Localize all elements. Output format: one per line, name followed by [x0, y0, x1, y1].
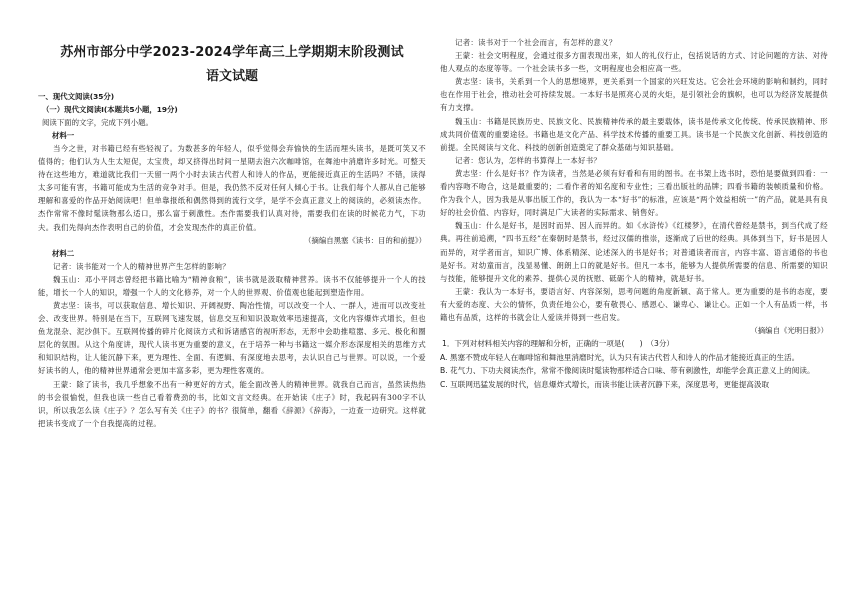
interview-paragraph: 黄志坚：读书，可以获取信息、增长知识、开阔视野、陶冶性情，可以改变一个人、一群人，进而可以改变社会、改变世界。特别是在当下，互联网飞速发展，信息交互和知识汲取效率迅速提高，文化内容爆炸式增长，但也鱼龙混杂、泥沙俱下。互联网传播的碎片化阅读方式和诉诸感官的视听形态，无形中会助推喧嚣、多元、极化和圈层化的氛围。从这个角度讲，现代人读书更为重要的意义，在于培养一种与书籍这一媒介形态深度相关的思维方式和知识结构，让人能沉静下来，更为理性、全面、有逻辑、有深度地去思考，去认识自己与世界。可以说，一个爱好读书的人，他的精神世界通常会更加丰富多彩，更为理性客观的。	[38, 300, 426, 376]
material-two-label: 材料二	[52, 248, 75, 258]
material-one-text: 当今之世，对书籍已经有些轻视了。为数甚多的年轻人，似乎觉得会弃愉快的生活而埋头读书，是既可笑又不值得的；他们认为人生太短促，太宝贵，却又挤得出时间一星期去泡六次咖啡馆，在舞池中消磨许多时光。可整天待在这些地方，难道就比我们一天留一两个小时去读古代哲人和诗人的作品，更能接近真正的生活吗？不错，读得太多可能有害，书籍可能成为生活的竞争对手。但是，我仍然不反对任何人倾心于书。让我们每个人都从自己能够理解和喜爱的作品开始阅读吧！但单靠报纸和偶然得到的流行文学，是学不会真正意义上的阅读的，必须读杰作。杰作常常不像时髦读物那么适口，那么富于刺激性。杰作需要我们认真对待，需要我们在读的时候花力气，下功夫。我们先得向杰作表明自己的价值，才会发现杰作的真正价值。	[38, 144, 426, 232]
interview-paragraph: 王蒙：我认为一本好书，要语言好、内容深刻，思考问题的角度新颖、高于常人。更为重要的是书的态度，要有大爱的态度、大公的情怀，负责任地公心，要有敬畏心、感恩心、谦卑心、谦让心。正如一个人有品质一样，书籍也有品质，这样的书就会让人爱读并得到一些启发。	[440, 286, 828, 322]
interview-paragraph: 魏玉山：什么是好书，是因时而异、因人而异的。如《水浒传》《红楼梦》，在清代曾经是禁书，到当代成了经典。再往前追溯，“四书五经”在秦朝时是禁书，经过汉儒的推崇，逐渐成了后世的经典。具体到当下，好书是因人而异的，对学者而言，知识广博、体系精深、论述深入的书是好书；对普通读者而言，内容丰富、语言通俗的书也是好书。对幼童而言，浅显易懂、朗朗上口的就是好书。但凡一本书，能够为人提供所需要的信息、所需要的知识与技能，能够提升文化的素养、提供心灵的抚慰、砥砺个人的精神，就是好书。	[440, 221, 828, 283]
interview-paragraph: 王蒙：社会文明程度，会通过很多方面表现出来，如人的礼仪行止，包括说话的方式、讨论问题的方法、对待他人观点的态度等等。一个社会读书多一些，文明程度也会相应高一些。	[440, 51, 828, 74]
material-two-source: （摘编自《光明日报》）	[750, 326, 828, 336]
question-option-a: A. 黑塞不赞成年轻人在咖啡馆和舞池里消磨时光，认为只有读古代哲人和诗人的作品才能接近真正的生活。	[440, 352, 800, 362]
interview-paragraph: 王蒙：除了读书，我几乎想象不出有一种更好的方式，能全面改善人的精神世界。就我自己而言，虽然读热热的书会很愉悦，但我也读一些自己看着费劲的书，比如文言文经典。在开始读《庄子》时，我起码有300字不认识，所以我怎么读《庄子》？怎么写有关《庄子》的书？很简单，翻看《辞源》《辞海》，一边查一边研究。这样就把读书变成了一个自我提高的过程。	[38, 379, 426, 428]
interview-paragraph: 黄志坚：读书，关系到一个人的思想境界，更关系到一个国家的兴旺发达。它会社会环境的影响和制约，同时也在作用于社会，推动社会可持续发展。一本好书是照亮心灵的火炬，是引领社会的旗帜，也可以为经济发展提供有力支撑。	[440, 77, 828, 113]
question-option-c: C. 互联网迅猛发展的时代，信息爆炸式增长，而读书能让读者沉静下来，深度思考，更能提高汲取	[440, 379, 770, 389]
reading-instruction: 阅读下面的文字，完成下列小题。	[42, 118, 153, 127]
section-heading: 一、现代文阅读(35分)	[38, 92, 115, 101]
interview-paragraph: 记者：读书能对一个人的精神世界产生怎样的影响？	[53, 261, 230, 271]
exam-subtitle: 语文试题	[205, 69, 258, 84]
interview-paragraph: 记者：读书对于一个社会而言，有怎样的意义？	[455, 38, 617, 47]
question-one-stem: 1．下列对材料相关内容的理解和分析，正确的一项是( ) （3分）	[442, 339, 675, 349]
interview-paragraph: 魏玉山：书籍是民族历史、民族文化、民族精神传承的最主要载体，读书是传承文化传统、传承民族精神、形成共同价值观的重要途径。书籍也是文化产品、科学技术传播的重要工具。读书是一个民族文化创新、科技创造的前提。全民阅读与文化、科技的创新创造奠定了群众基础与知识基础。	[440, 116, 828, 152]
subsection-heading: （一）现代文阅读Ⅰ(本题共5小题，19分)	[42, 105, 178, 114]
material-one-label: 材料一	[52, 131, 75, 140]
left-column	[38, 36, 426, 598]
question-option-b: B. 花气力、下功夫阅读杰作，常常不像阅读时髦读物那样适合口味、带有刺激性，却能学会真正意义上的阅读。	[440, 366, 815, 376]
interview-paragraph: 记者：您认为，怎样的书算得上一本好书？	[455, 155, 602, 165]
interview-paragraph: 魏玉山：邓小平同志曾经把书籍比喻为“精神食粮”，读书就是汲取精神营养。读书不仅能够提升一个人的技能，增长一个人的知识，增强一个人的文化修养，对一个人的世界观、价值观也能起到塑造作用。	[38, 274, 426, 297]
right-column	[440, 36, 828, 598]
material-one-source: （摘编自黑塞《读书：目的和前提》）	[304, 235, 426, 245]
interview-paragraph: 黄志坚：什么是好书？作为读者，当然是必须有好看和有用的图书。在书架上选书时，恐怕是要做到四看：一看内容吻不吻合，这是最重要的；二看作者的知名度和专业性；三看出版社的品牌；四看书籍的装帧质量和价格。作为我个人，因为我是从事出版工作的，我认为一本“好书”的标准，应该是“两个效益相统一”的产品，就是具有良好的社会价值、内容好，同时满足广大读者的实际需求、销售好。	[440, 168, 828, 218]
exam-title: 苏州市部分中学2023-2024学年高三上学期期末阶段测试	[60, 45, 404, 60]
